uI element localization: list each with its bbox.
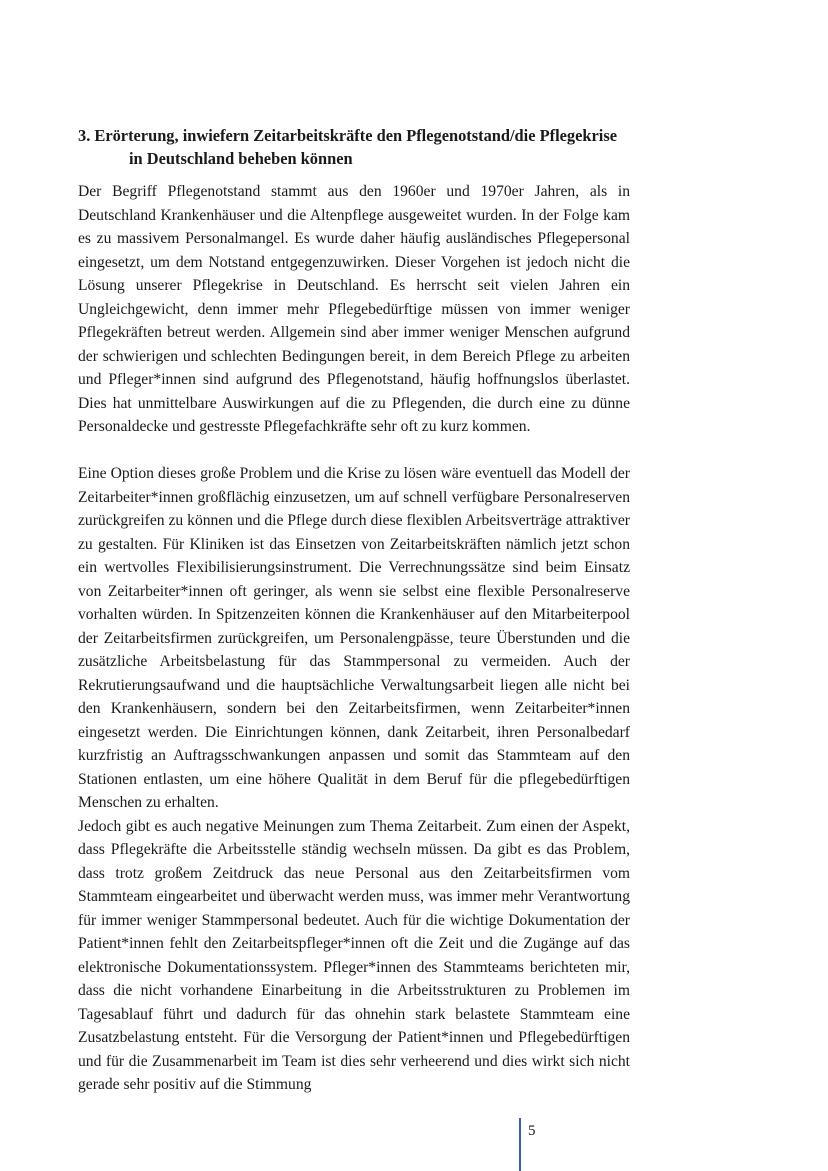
paragraph-pflegenotstand-history: Der Begriff Pflegenotstand stammt aus den 1960er und 1970er Jahren, als in Deutschland Krankenhäuser und die Altenpflege ausgeweitet wurden. In der Folge kam es zu massivem Personalmangel. Es wurde daher häufig ausländisches Pflegepersonal eingesetzt, um dem Notstand entgegenzuwirken. Dieser Vorgehen ist jedoch nicht die Lösung unserer Pflegekrise in Deutschland. Es herrscht seit vielen Jahren ein Ungleichgewicht, denn immer mehr Pflegebedürftige müssen von immer weniger Pflegekräften betreut werden. Allgemein sind aber immer weniger Menschen aufgrund der schwierigen und schlechten Bedingungen bereit, in dem Bereich Pflege zu arbeiten und Pfleger*innen sind aufgrund des Pflegenotstand, häufig hoffnungslos überlastet. Dies hat unmittelbare Auswirkungen auf die zu Pflegenden, die durch eine zu dünne Personaldecke und gestresste Pflegefachkräfte sehr oft zu kurz kommen. [78, 183, 630, 435]
paragraph-zeitarbeit-option: Eine Option dieses große Problem und die Krise zu lösen wäre eventuell das Modell der Zeitarbeiter*innen großflächig einzusetzen, um auf schnell verfügbare Personalreserven zurückgreifen zu können und die Pflege durch diese flexiblen Arbeitsverträge attraktiver zu gestalten. Für Kliniken ist das Einsetzen von Zeitarbeitskräften nämlich jetzt schon ein wertvolles Flexibilisierungsinstrument. Die Verrechnungssätze sind beim Einsatz von Zeitarbeiter*innen oft geringer, als wenn sie selbst eine flexible Personalreserve vorhalten würden. In Spitzenzeiten können die Krankenhäuser auf den Mitarbeiterpool der Zeitarbeitsfirmen zurückgreifen, um Personalengpässe, teure Überstunden und die zusätzliche Arbeitsbelastung für das Stammpersonal zu vermeiden. Auch der Rekrutierungsaufwand und die hauptsächliche Verwaltungsarbeit liegen alle nicht bei den Krankenhäusern, sondern bei den Zeitarbeitsfirmen, wenn Zeitarbeiter*innen eingesetzt werden. Die Einrichtungen können, dank Zeitarbeit, ihren Personalbedarf kurzfristig an Auftragsschwankungen anpassen und somit das Stammteam auf den Stationen entlasten, um eine höhere Qualität in dem Beruf für die pflegebedürftigen Menschen zu erhalten. [78, 465, 630, 811]
paragraph-spacer [78, 439, 630, 463]
paragraph-negative-opinions: Jedoch gibt es auch negative Meinungen zum Thema Zeitarbeit. Zum einen der Aspekt, dass Pflegekräfte die Arbeitsstelle ständig wechseln müssen. Da gibt es das Problem, dass trotz großem Zeitdruck das neue Personal aus den Zeitarbeitsfirmen vom Stammteam eingearbeitet und überwacht werden muss, was immer mehr Verantwortung für immer weniger Stammpersonal bedeutet. Auch für die wichtige Dokumentation der Patient*innen fehlt den Zeitarbeitspfleger*innen oft die Zeit und die Zugänge auf das elektronische Dokumentationssystem. Pfleger*innen des Stammteams berichteten mir, dass die nicht vorhandene Einarbeitung in die Arbeitsstrukturen zu Problemen im Tagesablauf führt und dadurch für das ohnehin stark belastete Stammteam eine Zusatzbelastung entsteht. Für die Versorgung der Patient*innen und Pflegebedürftigen und für die Zusammenarbeit im Team ist dies sehr verheerend und dies wirkt sich nicht gerade sehr positiv auf die Stimmung [78, 817, 630, 1093]
section-heading-line-1: 3. Erörterung, inwiefern Zeitarbeitskräfte den Pflegenotstand/die Pflegekrise [78, 126, 617, 145]
page-number: 5 [528, 1123, 536, 1139]
section-heading [78, 124, 630, 170]
document-page [78, 124, 630, 1097]
section-heading-line-2: in Deutschland beheben können [129, 149, 353, 168]
footer-divider [519, 1118, 521, 1171]
